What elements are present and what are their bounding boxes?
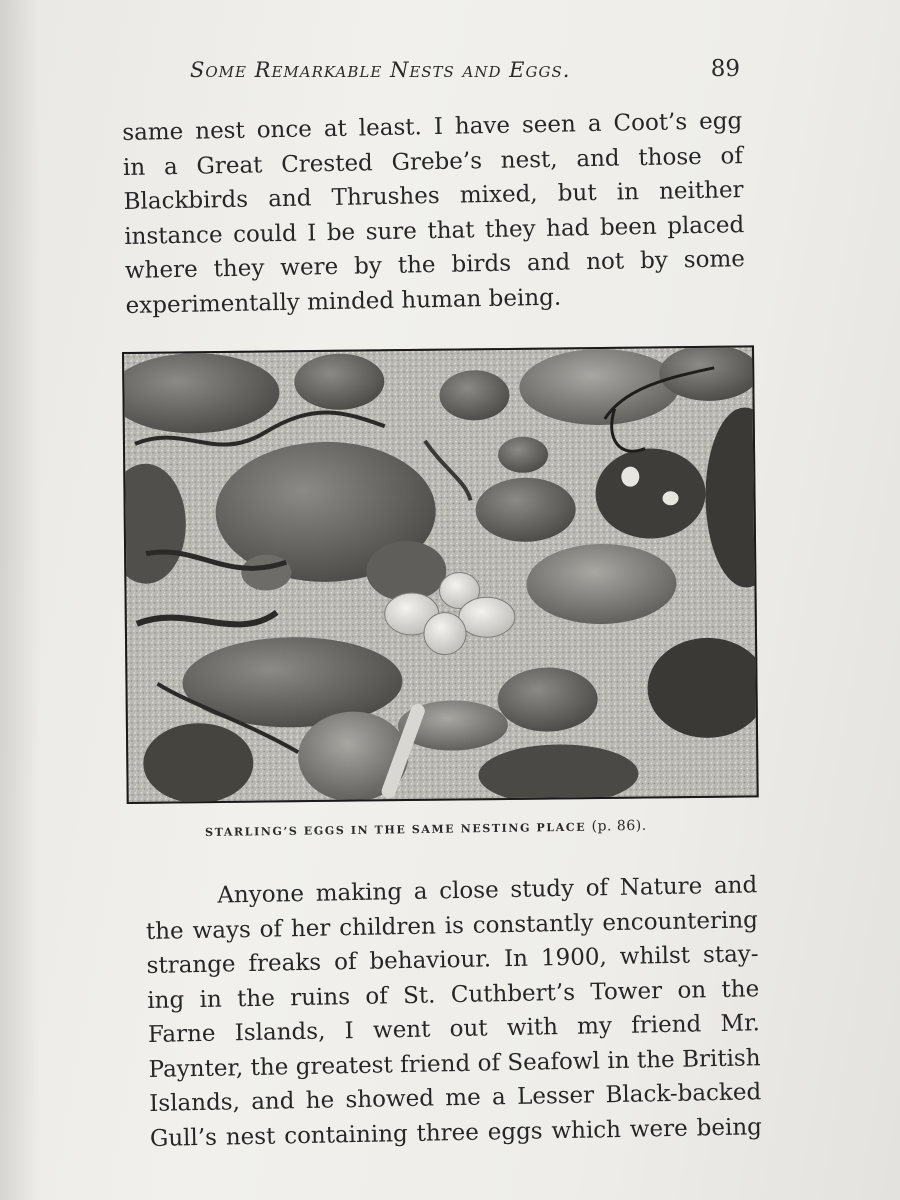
text-line: strange freaks of behaviour. In 1900, whilst stay- <box>146 941 759 979</box>
running-title: Some Remarkable Nests and Eggs. <box>190 58 571 82</box>
text-line: Farne Islands, I went out with my friend Mr. <box>147 1010 761 1048</box>
text-line: Islands, and he showed me a Lesser Black-backed <box>149 1079 762 1117</box>
photo-illustration <box>124 347 757 802</box>
text-line: instance could I be sure that they had been placed <box>124 211 745 250</box>
figure-caption <box>205 817 725 840</box>
text-line: Blackbirds and Thrushes mixed, but in neither <box>123 177 744 215</box>
photograph-starling-eggs <box>122 345 759 804</box>
page-number: 89 <box>710 56 740 82</box>
running-header <box>190 58 750 92</box>
text-line: where they were by the birds and not by some <box>124 246 746 284</box>
text-line: Paynter, the greatest friend of Seafowl in the British <box>148 1044 761 1083</box>
caption-text: STARLING’S EGGS IN THE SAME NESTING PLACE <box>205 820 587 839</box>
text-line: same nest once at least. I have seen a Coot’s egg <box>122 108 743 146</box>
text-line: ing in the ruins of St. Cuthbert’s Tower on the <box>147 975 760 1014</box>
text-line: the ways of her children is constantly encountering <box>145 906 759 945</box>
text-line: Anyone making a close study of Nature and <box>217 872 758 909</box>
page-gutter-shadow <box>0 0 40 1200</box>
caption-page-reference: (p. 86). <box>591 817 647 835</box>
paragraph-top <box>122 104 746 323</box>
text-line: experimentally minded human being. <box>125 284 562 319</box>
text-line: Gull’s nest containing three eggs which were being <box>149 1113 763 1152</box>
paragraph-bottom <box>145 868 762 1156</box>
text-line: in a Great Crested Grebe’s nest, and those of <box>122 142 744 181</box>
